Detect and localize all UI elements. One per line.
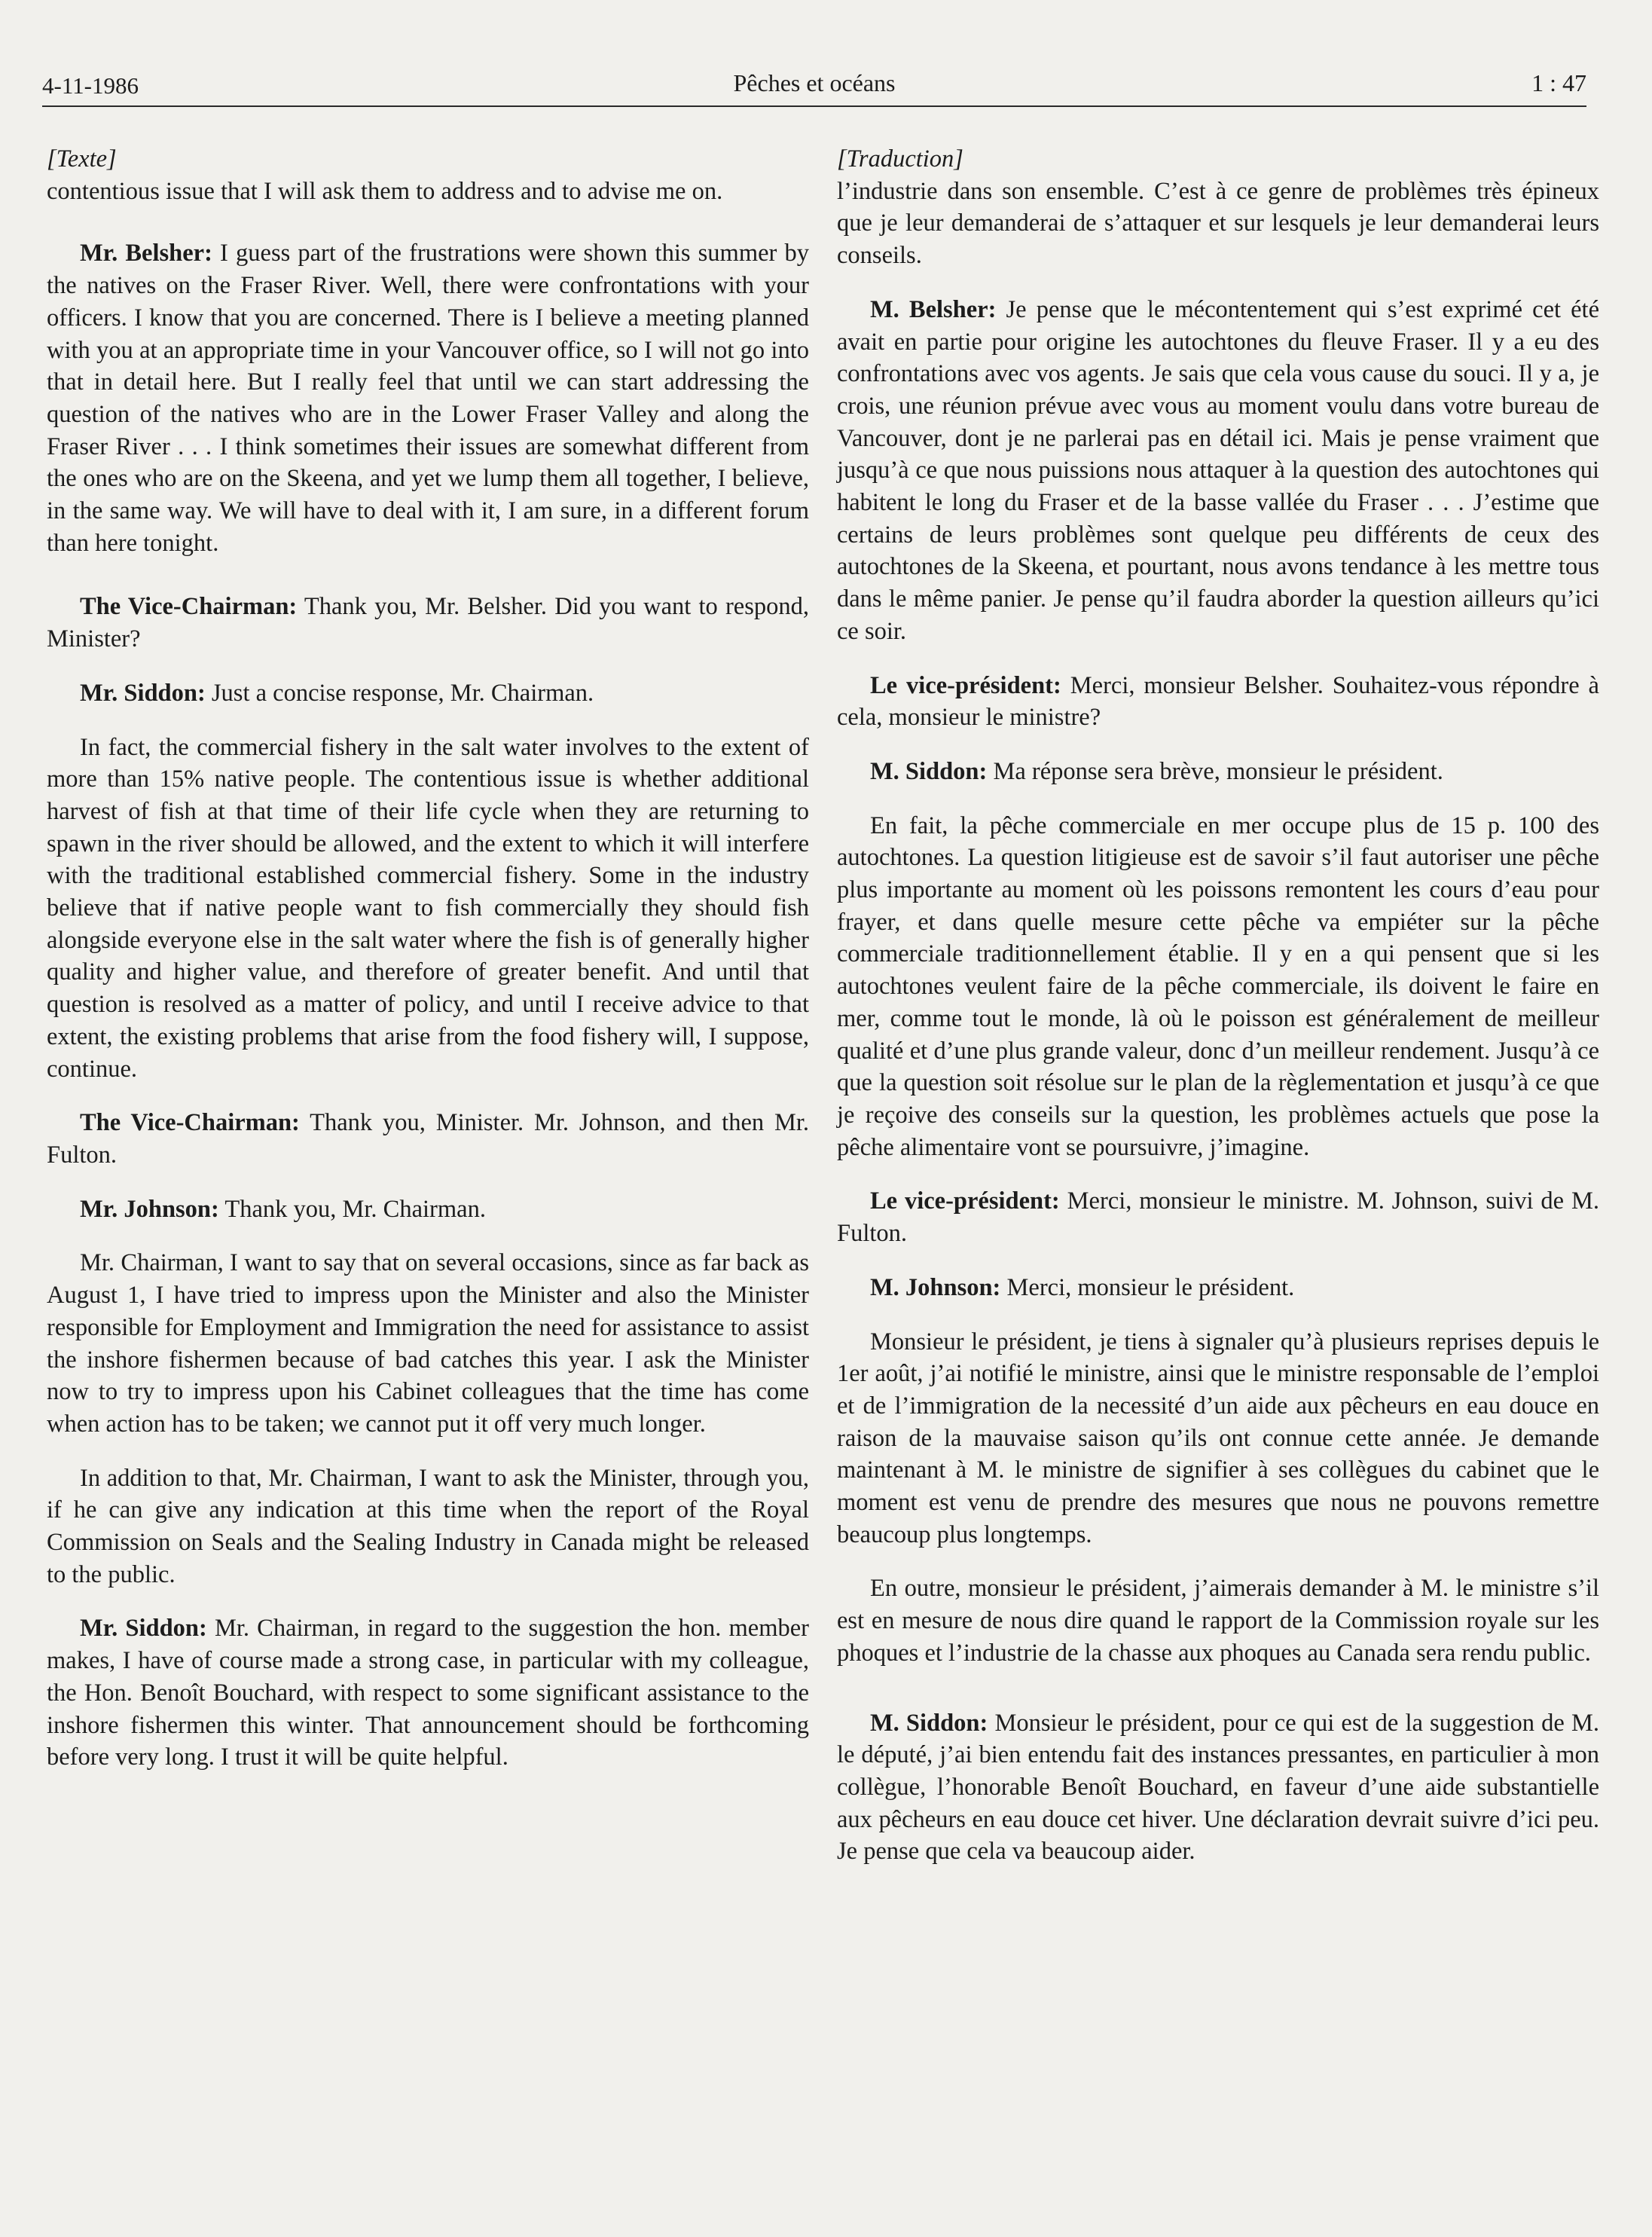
paragraph bbox=[837, 1272, 1599, 1304]
page-header bbox=[42, 62, 1586, 107]
paragraph bbox=[47, 677, 809, 710]
paragraph bbox=[47, 237, 809, 559]
column-label: [Traduction] bbox=[837, 145, 963, 173]
french-column bbox=[837, 143, 1599, 1890]
paragraph bbox=[837, 1572, 1599, 1669]
paragraph-text: Monsieur le président, pour ce qui est de la suggestion de M. le député, j’ai bien entendu fait des instances pressantes, en particulier à mon collègue, l’honorable Benoît Bouchard, en faveur d’une aide substantielle aux pêcheurs en eau douce cet hiver. Une déclaration devrait suivre d’ici peu. Je pense que cela va beaucoup aider. bbox=[837, 1709, 1599, 1866]
paragraph-text: Merci, monsieur Belsher. Souhaitez-vous répondre à cela, monsieur le ministre? bbox=[837, 671, 1599, 732]
speaker-name: The Vice-Chairman: bbox=[80, 593, 298, 621]
paragraph bbox=[837, 176, 1599, 272]
paragraph-text: Ma réponse sera brève, monsieur le président. bbox=[987, 757, 1443, 785]
paragraph-text: En fait, la pêche commerciale en mer occupe plus de 15 p. 100 des autochtones. La question litigieuse est de savoir s’il faut autoriser une pêche plus importante au moment où les poissons remontent les cours d’eau pour frayer, et dans quelle mesure cette pêche va empiéter sur la pêche commerciale traditionnellement établie. Il y en a qui pensent que si les autochtones veulent faire de la pêche commerciale, ils doivent le faire en mer, comme tout le monde, là où le poisson est généralement de meilleur qualité et d’une plus grande valeur, donc d’un meilleur rendement. Jusqu’à ce que la question soit résolue sur le plan de la règlementation et jusqu’à ce que je reçoive des conseils sur la question, les problèmes actuels que pose la pêche alimentaire vont se poursuivre, j’imagine. bbox=[837, 811, 1599, 1161]
paragraph bbox=[837, 1185, 1599, 1249]
speaker-name: Mr. Belsher: bbox=[80, 240, 212, 267]
header-title: Pêches et océans bbox=[733, 69, 896, 96]
paragraph-text: I guess part of the frustrations were shown this summer by the natives on the Fraser River. Well, there were confrontations with your officers. I know that you are concerned. There is I believe a meeting planned with you at an appropriate time in your Vancouver office, so I will not go into that in detail here. But I really feel that until we can start addressing the question of the natives who are in the Lower Fraser Valley and along the Fraser River . . . I think sometimes their issues are somewhat different from the ones who are on the Skeena, and yet we lump them all together, I believe, in the same way. We will have to deal with it, I am sure, in a different forum than here tonight. bbox=[47, 240, 809, 557]
paragraph bbox=[47, 591, 809, 655]
speaker-name: Le vice-président: bbox=[870, 671, 1061, 699]
speaker-name: M. Belsher: bbox=[870, 295, 997, 323]
paragraph bbox=[47, 1107, 809, 1171]
paragraph-text: Thank you, Mr. Belsher. Did you want to respond, Minister? bbox=[47, 593, 810, 653]
paragraph bbox=[837, 294, 1599, 648]
speaker-name: M. Johnson: bbox=[870, 1273, 1001, 1301]
paragraph bbox=[47, 1247, 809, 1440]
speaker-name: The Vice-Chairman: bbox=[80, 1109, 300, 1137]
paragraph-text: Monsieur le président, je tiens à signaler qu’à plusieurs reprises depuis le 1er août, j’ai notifié le ministre, ainsi que le ministre responsable de l’emploi et de l’immigration de la necessité d’un aide aux pêcheurs en eau douce en raison de la mauvaise saison qu’ils ont connue cette année. Je demande maintenant à M. le ministre de signifier à ses collègues du cabinet que le moment est venu de prendre des mesures que nous ne pouvons remettre beaucoup plus longtemps. bbox=[837, 1328, 1599, 1548]
paragraph bbox=[837, 756, 1599, 788]
paragraph bbox=[47, 1462, 809, 1591]
paragraph-text: In fact, the commercial fishery in the salt water involves to the extent of more than 15% native people. The contentious issue is whether additional harvest of fish at that time of their life cycle when they are returning to spawn in the river should be allowed, and the extent to which it will interfere with the traditional established commercial fishery. Some in the industry believe that if native people want to fish commercially they should fish alongside everyone else in the salt water where the fish is of generally higher quality and higher value, and therefore of greater benefit. And until that question is resolved as a matter of policy, and until I receive advice to that extent, the existing problems that arise from the food fishery will, I suppose, continue. bbox=[47, 733, 809, 1083]
paragraph-text: Merci, monsieur le ministre. M. Johnson, suivi de M. Fulton. bbox=[837, 1187, 1599, 1248]
paragraph bbox=[837, 670, 1599, 734]
paragraph-text: In addition to that, Mr. Chairman, I want to ask the Minister, through you, if he can give any indication at this time when the report of the Royal Commission on Seals and the Sealing Industry in Canada might be released to the public. bbox=[47, 1464, 809, 1588]
speaker-name: Mr. Siddon: bbox=[80, 679, 206, 707]
paragraph-text: Just a concise response, Mr. Chairman. bbox=[205, 679, 594, 707]
paragraph-text: Merci, monsieur le président. bbox=[1000, 1273, 1295, 1301]
paragraph-text: Thank you, Minister. Mr. Johnson, and then Mr. Fulton. bbox=[47, 1109, 810, 1169]
paragraph-text: Thank you, Mr. Chairman. bbox=[218, 1195, 486, 1223]
paragraph bbox=[47, 1193, 809, 1226]
paragraph-text: contentious issue that I will ask them to address and to advise me on. bbox=[47, 177, 723, 205]
paragraph-text: En outre, monsieur le président, j’aimerais demander à M. le ministre s’il est en mesure de nous dire quand le rapport de la Commission royale sur les phoques et l’industrie de la chasse aux phoques au Canada sera rendu public. bbox=[837, 1575, 1599, 1667]
paragraph bbox=[837, 1326, 1599, 1551]
speaker-name: Mr. Siddon: bbox=[80, 1615, 207, 1643]
paragraph-text: l’industrie dans son ensemble. C’est à ce genre de problèmes très épineux que je leur demanderai de s’attaquer et sur lesquels je leur demanderai leurs conseils. bbox=[837, 177, 1599, 270]
paragraph bbox=[47, 732, 809, 1086]
english-column bbox=[47, 143, 809, 1795]
paragraph-text: Mr. Chairman, in regard to the suggestion the hon. member makes, I have of course made a strong case, in particular with my colleague, the Hon. Benoît Bouchard, with respect to some significant assistance to the inshore fishermen this winter. That announcement should be forthcoming before very long. I trust it will be quite helpful. bbox=[47, 1615, 809, 1771]
paragraph bbox=[47, 176, 809, 208]
header-date: 4-11-1986 bbox=[42, 72, 139, 99]
speaker-name: Mr. Johnson: bbox=[80, 1195, 219, 1223]
header-page-number: 1 : 47 bbox=[1531, 69, 1586, 96]
speaker-name: M. Siddon: bbox=[870, 1709, 988, 1737]
paragraph bbox=[47, 1612, 809, 1774]
paragraph-text: Mr. Chairman, I want to say that on several occasions, since as far back as August 1, I have tried to impress upon the Minister and also the Minister responsible for Employment and Immigration the need for assistance to assist the inshore fishermen because of bad catches this year. I ask the Minister now to try to impress upon his Cabinet colleagues that the time has come when action has to be taken; we cannot put it off very much longer. bbox=[47, 1249, 809, 1438]
column-label: [Texte] bbox=[47, 145, 117, 173]
paragraph-text: Je pense que le mécontentement qui s’est exprimé cet été avait en partie pour origine les autochtones du fleuve Fraser. Il y a eu des confrontations avec vos agents. Je sais que cela vous cause du souci. Il y a, je crois, une réunion prévue avec vous au moment voulu dans votre bureau de Vancouver, dont je ne parlerai pas en détail ici. Mais je pense vraiment que jusqu’à ce que nous puissions nous attaquer à la question des autochtones qui habitent le long du Fraser et de la basse vallée du Fraser . . . J’estime que certains de leurs problèmes sont quelque peu différents de ceux des autochtones de la Skeena, et pourtant, nous avons tendance à les mettre tous dans le même panier. Je pense qu’il faudra aborder la question ailleurs qu’ici ce soir. bbox=[837, 295, 1599, 645]
paragraph bbox=[837, 1707, 1599, 1869]
speaker-name: M. Siddon: bbox=[870, 757, 988, 785]
speaker-name: Le vice-président: bbox=[870, 1187, 1060, 1215]
paragraph bbox=[837, 810, 1599, 1164]
